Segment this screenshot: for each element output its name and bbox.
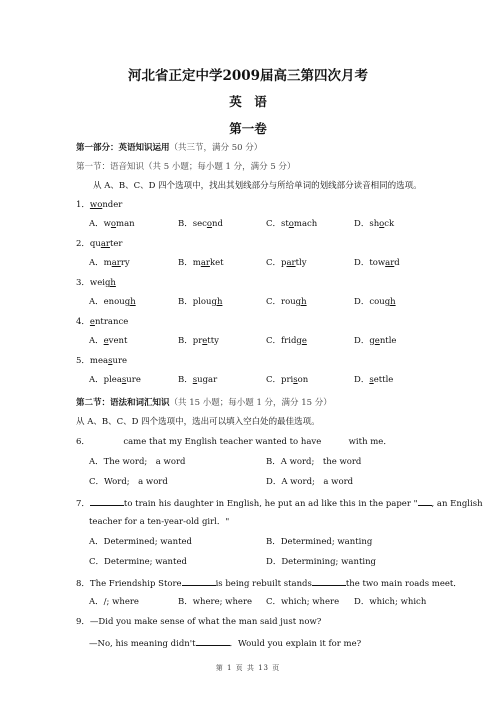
question-3-word: 3．weigh	[76, 278, 116, 288]
question-4-option-c: C．fridge	[266, 336, 307, 346]
q8-option-b: B．where; where	[178, 597, 253, 607]
question-4-option-a: A．event	[89, 336, 128, 346]
section1-heading: 第一节：语音知识（共 5 小题；每小题 1 分，满分 5 分）	[76, 162, 296, 172]
question-7-line2: teacher for a ten-year-old girl．"	[89, 517, 230, 527]
question-1-option-d: D．shock	[354, 219, 395, 229]
q8-option-c: C．which; where	[266, 597, 340, 607]
question-5-option-a: A．pleasure	[89, 375, 141, 385]
question-2-word: 2．quarter	[76, 239, 123, 249]
page-title: 河北省正定中学2009届高三第四次月考	[127, 68, 369, 84]
question-1-option-a: A．woman	[89, 219, 135, 229]
section2-instruction: 从 A、B、C、D 四个选项中，选出可以填入空白处的最佳选项。	[76, 417, 320, 427]
question-9-reply: —No, his meaning didn't ．Would you explain it for me?	[89, 639, 362, 649]
question-4-option-b: B．pretty	[178, 336, 219, 346]
question-1-option-c: C．stomach	[266, 219, 318, 229]
question-8: 8．The Friendship Store is being rebuilt stands the two main roads meet．	[76, 579, 462, 589]
q6-option-b: B．A word; the word	[266, 457, 362, 467]
q8-option-a: A．/; where	[89, 597, 139, 607]
volume-title: 第一卷	[229, 121, 267, 136]
q7-option-c: C．Determine; wanted	[89, 557, 187, 567]
page-footer: 第 1 页 共 13 页	[215, 664, 281, 672]
question-5-option-c: C．prison	[266, 375, 309, 385]
question-1-word: 1．wonder	[76, 200, 123, 210]
q6-option-d: D．A word; a word	[266, 477, 354, 487]
part1-heading: 第一部分：英语知识运用（共三节，满分 50 分）	[76, 143, 263, 153]
question-2-option-c: C．partly	[266, 258, 307, 268]
question-9: 9．—Did you make sense of what the man said just now?	[76, 617, 322, 627]
question-7: 7． to train his daughter in English, he put an ad like this in the paper " , an English	[76, 499, 483, 509]
question-5-option-b: B．sugar	[178, 375, 218, 385]
question-3-option-c: C．rough	[266, 297, 307, 307]
question-1-option-b: B．second	[178, 219, 223, 229]
question-2-option-b: B．market	[178, 258, 224, 268]
q6-option-a: A．The word; a word	[89, 457, 186, 467]
q7-option-b: B．Determined; wanting	[266, 537, 373, 547]
question-4-option-d: D．gentle	[354, 336, 397, 346]
question-2-option-a: A．marry	[89, 258, 130, 268]
q7-option-a: A．Determined; wanted	[89, 537, 192, 547]
question-3-option-d: D．cough	[354, 297, 396, 307]
question-3-option-b: B．plough	[178, 297, 223, 307]
question-3-option-a: A．enough	[89, 297, 136, 307]
section1-instruction: 从 A、B、C、D 四个选项中，找出其划线部分与所给单词的划线部分读音相同的选项。	[93, 181, 422, 191]
subject-title: 英 语	[229, 94, 267, 109]
q8-option-d: D．which; which	[354, 597, 427, 607]
q6-option-c: C．Word; a word	[89, 477, 168, 487]
question-5-word: 5．measure	[76, 356, 128, 366]
question-2-option-d: D．toward	[354, 258, 400, 268]
question-4-word: 4．entrance	[76, 317, 129, 327]
q7-option-d: D．Determining; wanting	[266, 557, 376, 567]
section2-heading: 第二节：语法和词汇知识（共 15 小题；每小题 1 分，满分 15 分）	[76, 398, 332, 408]
question-5-option-d: D．settle	[354, 375, 394, 385]
question-6: 6． came that my English teacher wanted to have with me．	[76, 437, 392, 447]
